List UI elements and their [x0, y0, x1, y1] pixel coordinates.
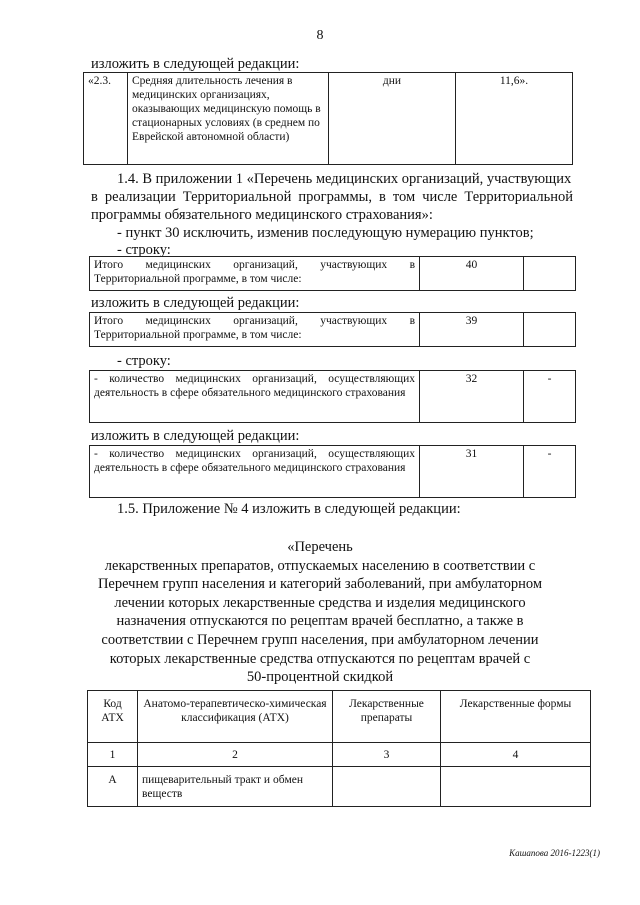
table-total-old	[89, 256, 576, 291]
row-text: Итого медицинских организаций, участвующих в Территориальной программе, в том числе:	[90, 313, 420, 347]
value-cell: 32	[420, 371, 524, 423]
extra-cell	[524, 313, 576, 347]
table-row	[90, 371, 576, 423]
appendix-title-2: лекарственных препаратов, отпускаемых населению в соответствии с	[104, 557, 536, 574]
appendix-title-4: лечении которых лекарственные средства и изделия медицинского	[114, 594, 526, 611]
para-1-4-line-3: программы обязательного медицинского страхования»:	[91, 207, 433, 223]
appendix-title-6: соответствии с Перечнем групп населения, при амбулаторном лечении	[101, 632, 539, 648]
page-number: 8	[316, 28, 324, 43]
table-row	[90, 313, 576, 347]
extra-cell: -	[524, 371, 576, 423]
indicator-name: Средняя длительность лечения в медицинских организациях, оказывающих медицинскую помощь в стационарных условиях (в среднем по Еврейской автономной области)	[128, 73, 329, 165]
para-1-5: 1.5. Приложение № 4 изложить в следующей редакции:	[117, 501, 461, 517]
atx-forms	[441, 767, 591, 807]
value-cell: 31	[420, 446, 524, 498]
row-text: - количество медицинских организаций, осуществляющих деятельность в сфере обязательного медицинского страхования	[90, 446, 420, 498]
table-row	[84, 73, 573, 165]
table-row	[90, 257, 576, 291]
appendix-title-3: Перечнем групп населения и категорий заболеваний, при амбулаторном	[97, 576, 543, 593]
col-number-3: 3	[333, 743, 441, 767]
appendix-title-8: 50-процентной скидкой	[246, 669, 394, 686]
table-number-row	[88, 743, 591, 767]
appendix-title-5: назначения отпускаются по рецептам врачей бесплатно, а также в	[116, 613, 524, 630]
table-total-new	[89, 312, 576, 347]
extra-cell	[524, 257, 576, 291]
value-cell: 39	[420, 313, 524, 347]
atx-drugs	[333, 767, 441, 807]
header-code: Код АТХ	[88, 691, 138, 743]
col-number-2: 2	[138, 743, 333, 767]
row-label-2: - строку:	[117, 353, 171, 369]
table-row	[90, 446, 576, 498]
header-forms: Лекарственные формы	[441, 691, 591, 743]
unit-cell: дни	[329, 73, 456, 165]
document-footer: Кашапова 2016-1223(1)	[509, 848, 600, 858]
table-oms-new	[89, 445, 576, 498]
atx-code: А	[88, 767, 138, 807]
table-oms-old	[89, 370, 576, 423]
atx-classification: пищеварительный тракт и обмен веществ	[138, 767, 333, 807]
col-number-4: 4	[441, 743, 591, 767]
row-text: - количество медицинских организаций, осуществляющих деятельность в сфере обязательного медицинского страхования	[90, 371, 420, 423]
appendix-title-7: которых лекарственные средства отпускаются по рецептам врачей с	[109, 650, 531, 667]
table-header-row	[88, 691, 591, 743]
intro-edit-1: изложить в следующей редакции:	[91, 56, 300, 72]
extra-cell: -	[524, 446, 576, 498]
col-number-1: 1	[88, 743, 138, 767]
intro-edit-3: изложить в следующей редакции:	[91, 428, 300, 444]
para-1-4-line-5: - строку:	[117, 242, 171, 258]
header-drugs: Лекарственные препараты	[333, 691, 441, 743]
value-cell: 11,6».	[456, 73, 573, 165]
value-cell: 40	[420, 257, 524, 291]
row-number: «2.3.	[84, 73, 128, 165]
header-classification: Анатомо-терапевтическо-химическая классификация (АТХ)	[138, 691, 333, 743]
para-1-4-line-1: 1.4. В приложении 1 «Перечень медицинских организаций, участвующих	[117, 171, 572, 187]
table-atx	[87, 690, 591, 807]
intro-edit-2: изложить в следующей редакции:	[91, 295, 300, 311]
para-1-4-line-4: - пункт 30 исключить, изменив последующую нумерацию пунктов;	[117, 225, 534, 241]
row-text: Итого медицинских организаций, участвующих в Территориальной программе, в том числе:	[90, 257, 420, 291]
table-duration	[83, 72, 573, 165]
table-row	[88, 767, 591, 807]
para-1-4-line-2: в реализации Территориальной программы, в том числе Территориальной	[91, 189, 573, 205]
appendix-title-1: «Перечень	[287, 539, 353, 555]
